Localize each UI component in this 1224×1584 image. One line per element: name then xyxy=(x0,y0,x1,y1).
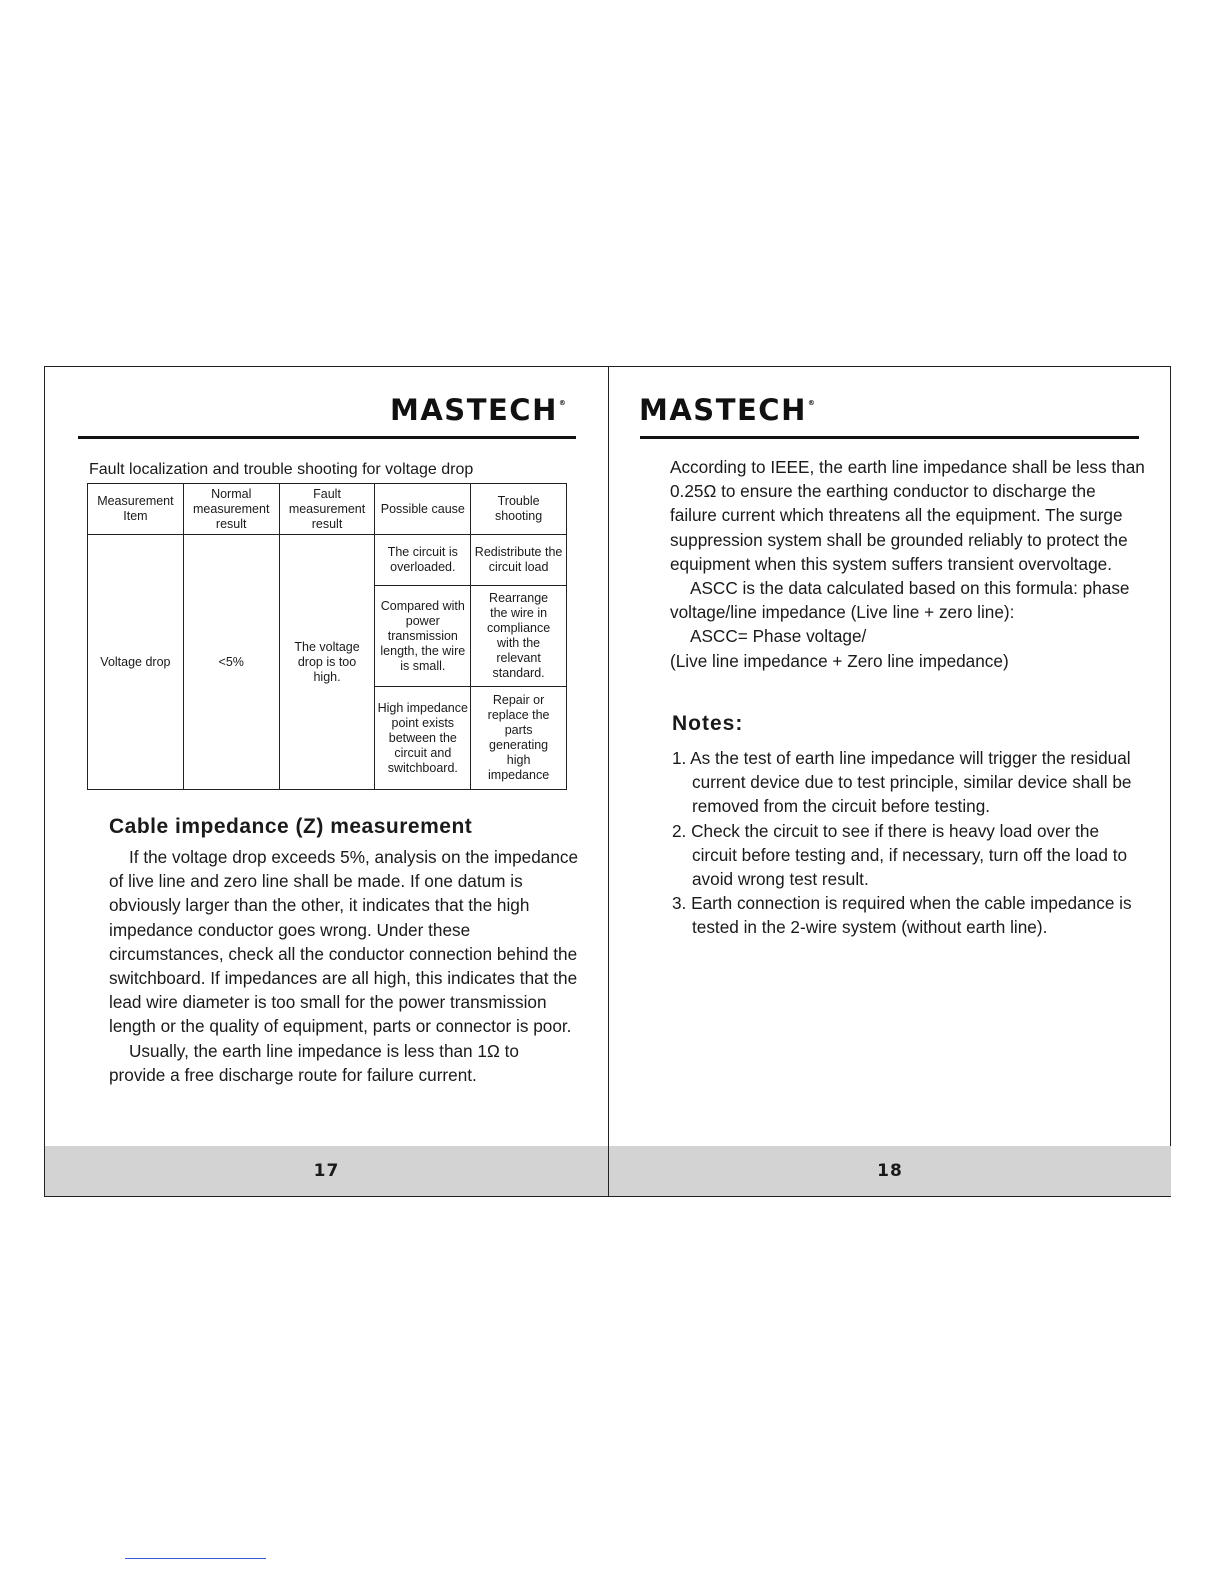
page-number: 18 xyxy=(877,1161,903,1181)
header-rule xyxy=(640,436,1139,439)
left-body-text xyxy=(109,845,579,1087)
link-underline xyxy=(125,1558,266,1559)
cell-cause: High impedance point exists between the circuit and switchboard. xyxy=(375,687,471,790)
list-item: 1. As the test of earth line impedance will trigger the residual current device due to test principle, similar device shall be removed from the circuit before testing. xyxy=(672,748,1132,817)
cell-normal: <5% xyxy=(183,535,279,790)
formula-line: ASCC= Phase voltage/ xyxy=(690,626,867,647)
mastech-logo: MASTECH® xyxy=(390,393,568,427)
cell-item: Voltage drop xyxy=(88,535,184,790)
cell-cause: Compared with power transmission length, the wire is small. xyxy=(375,586,471,687)
header-normal-result: Normal measurement result xyxy=(183,484,279,535)
cell-fix: Rearrange the wire in compliance with the relevant standard. xyxy=(471,586,567,687)
header-fault-result: Fault measurement result xyxy=(279,484,375,535)
header-possible-cause: Possible cause xyxy=(375,484,471,535)
cell-cause: The circuit is overloaded. xyxy=(375,535,471,586)
page-18 xyxy=(609,367,1171,1196)
table-header-row xyxy=(88,484,567,535)
paragraph: ASCC is the data calculated based on this formula: phase voltage/line impedance (Live line + zero line): xyxy=(670,578,1130,623)
header-trouble-shooting: Trouble shooting xyxy=(471,484,567,535)
fault-table xyxy=(87,483,567,790)
cell-fix: Repair or replace the parts generating high impedance xyxy=(471,687,567,790)
header-rule xyxy=(78,436,576,439)
formula-line: (Live line impedance + Zero line impedance) xyxy=(670,650,1009,671)
right-body-text xyxy=(670,455,1145,673)
mastech-logo: MASTECH® xyxy=(639,393,817,427)
page-footer xyxy=(609,1146,1171,1196)
page-17 xyxy=(45,367,608,1196)
page-number: 17 xyxy=(313,1161,340,1181)
table-title: Fault localization and trouble shooting for voltage drop xyxy=(89,461,474,478)
notes-heading: Notes: xyxy=(672,712,744,735)
section-heading: Cable impedance (Z) measurement xyxy=(109,815,473,838)
paragraph: Usually, the earth line impedance is less than 1Ω to provide a free discharge route for failure current. xyxy=(109,1040,519,1085)
header-measurement-item: Measurement Item xyxy=(88,484,184,535)
cell-fix: Redistribute the circuit load xyxy=(471,535,567,586)
notes-list xyxy=(672,746,1142,940)
cell-fault: The voltage drop is too high. xyxy=(279,535,375,790)
table-row xyxy=(88,535,567,586)
list-item: 3. Earth connection is required when the cable impedance is tested in the 2-wire system (without earth line). xyxy=(672,893,1132,938)
manual-spread xyxy=(44,366,1171,1197)
list-item: 2. Check the circuit to see if there is heavy load over the circuit before testing and, if necessary, turn off the load to avoid wrong test result. xyxy=(672,820,1128,890)
paragraph: According to IEEE, the earth line impedance shall be less than 0.25Ω to ensure the earthing conductor to discharge the failure current which threatens all the equipment. The surge suppression system shall be grounded reliably to protect the equipment when this system suffers transient overvoltage. xyxy=(670,457,1145,574)
page-footer xyxy=(45,1146,608,1196)
paragraph: If the voltage drop exceeds 5%, analysis on the impedance of live line and zero line shall be made. If one datum is obviously larger than the other, it indicates that the high impedance conductor goes wrong. Under these circumstances, check all the conductor connection behind the switchboard. If impedances are all high, this indicates that the lead wire diameter is too small for the power transmission length or the quality of equipment, parts or connector is poor. xyxy=(109,847,579,1037)
